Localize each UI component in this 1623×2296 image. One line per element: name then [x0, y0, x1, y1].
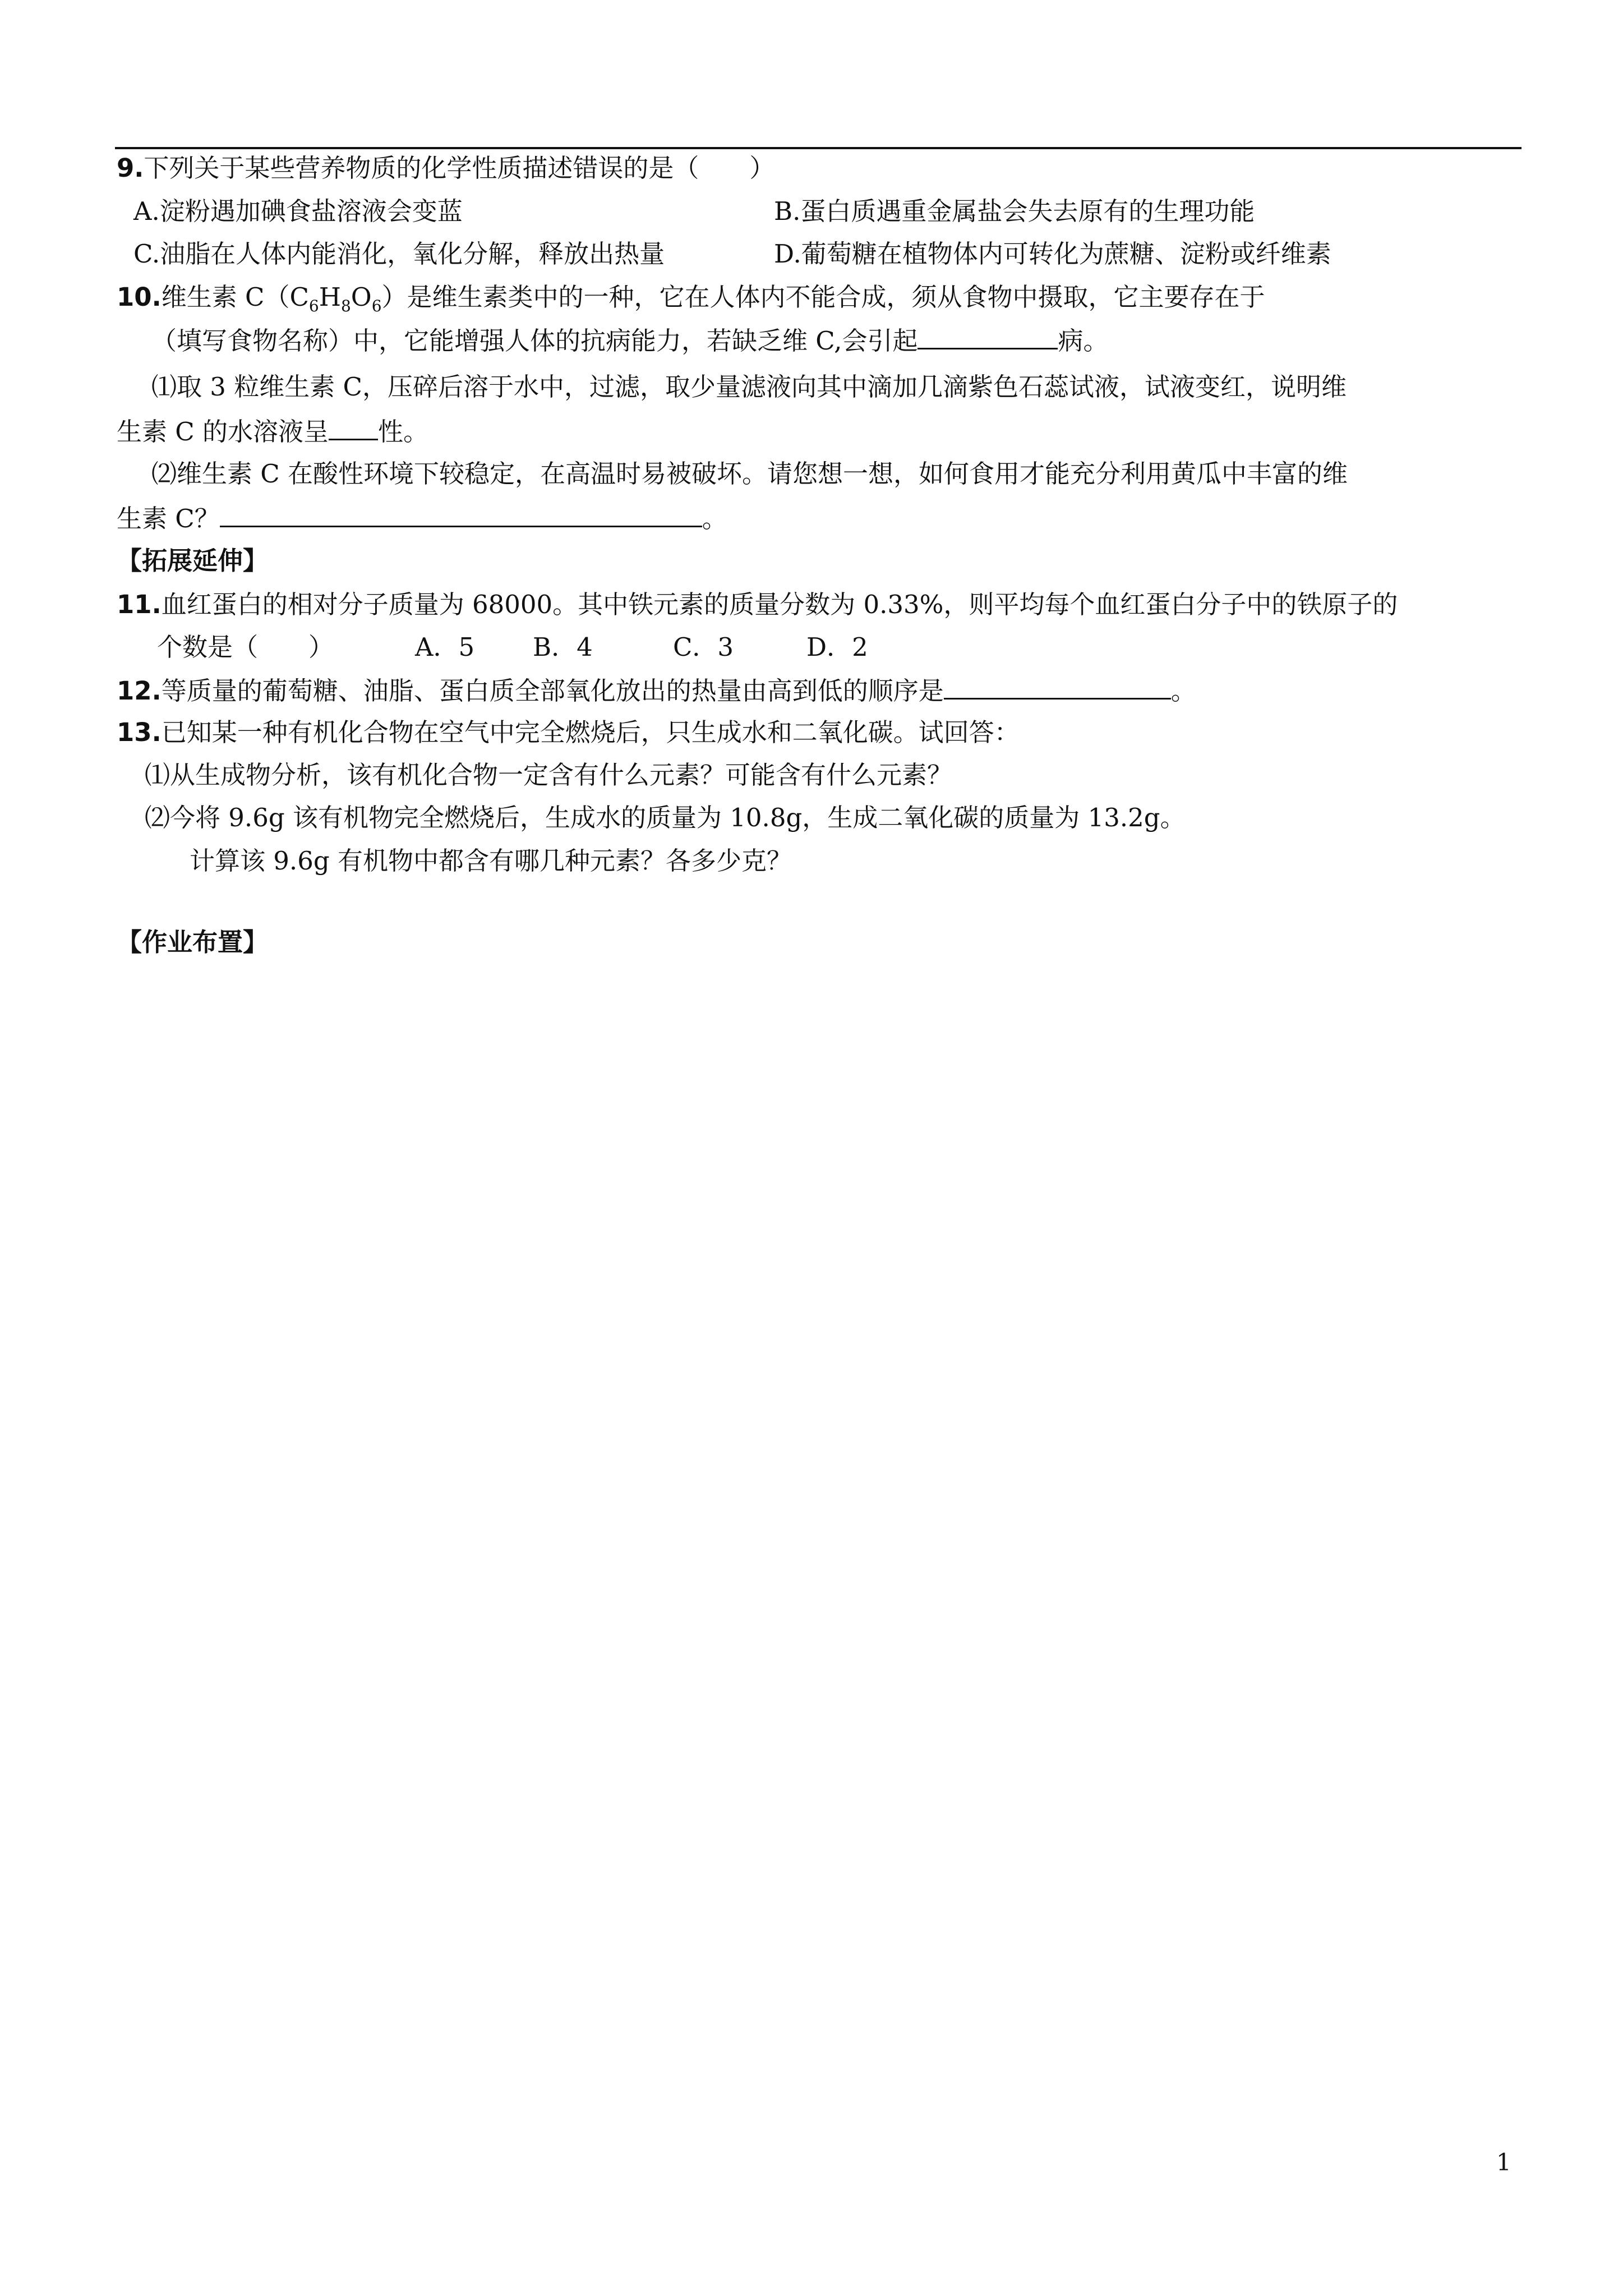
q10-line-2 [151, 323, 1108, 358]
q10-formula-o: O [351, 282, 372, 312]
q10-part2-line2-a: 生素 C？ [117, 504, 220, 533]
q10-formula-sub-o: 6 [371, 297, 382, 315]
q10-number: 10. [117, 282, 162, 312]
section-homework-heading: 【作业布置】 [117, 927, 269, 957]
q10-formula-sub-c: 6 [308, 297, 319, 315]
q10-part1-line2-b: 性。 [378, 417, 429, 447]
q11-option-d: D．2 [806, 632, 868, 662]
q9-option-c: C.油脂在人体内能消化，氧化分解，释放出热量 [133, 239, 665, 269]
q10-part1-line-2 [117, 414, 428, 449]
q13-part-1: ⑴从生成物分析，该有机化合物一定含有什么元素？可能含有什么元素？ [145, 760, 953, 790]
q10-line2-b: 病。 [1058, 326, 1109, 356]
q13-part-2-continued: 计算该 9.6g 有机物中都含有哪几种元素？各多少克？ [190, 846, 792, 876]
q10-line1-b: ）是维生素类中的一种，它在人体内不能合成，须从食物中摄取，它主要存在于 [381, 282, 1265, 312]
q11-option-a: A．5 [415, 632, 475, 662]
q13-stem: 已知某一种有机化合物在空气中完全燃烧后，只生成水和二氧化碳。试回答： [161, 717, 1020, 747]
q11-line-2: 个数是（ ） [157, 632, 334, 662]
page-number: 1 [1496, 2148, 1511, 2176]
q9-option-d: D.葡萄糖在植物体内可转化为蔗糖、淀粉或纤维素 [774, 239, 1331, 269]
q11-line-1 [117, 588, 1398, 622]
q10-acidity-blank[interactable] [329, 414, 378, 440]
q12-text-a: 等质量的葡萄糖、油脂、蛋白质全部氧化放出的热量由高到低的顺序是 [161, 676, 944, 706]
q12-number: 12. [117, 676, 162, 706]
q11-number: 11. [117, 590, 162, 619]
section-extension-heading: 【拓展延伸】 [117, 546, 269, 576]
q10-line-1 [117, 280, 1265, 323]
q12-answer-blank[interactable] [944, 673, 1171, 700]
q9-stem-line [117, 151, 774, 185]
q10-part2-line2-b: 。 [702, 504, 727, 533]
q9-option-b: B.蛋白质遇重金属盐会失去原有的生理功能 [774, 196, 1255, 226]
q10-part1-line-1: ⑴取 3 粒维生素 C，压碎后溶于水中，过滤，取少量滤液向其中滴加几滴紫色石蕊试液，试液变红，说明维 [151, 372, 1347, 402]
q12-line [117, 673, 1196, 708]
q11-line1: 血红蛋白的相对分子质量为 68000。其中铁元素的质量分数为 0.33%，则平均每个血红蛋白分子中的铁原子的 [161, 590, 1398, 619]
q9-option-a: A.淀粉遇加碘食盐溶液会变蓝 [133, 196, 463, 226]
q10-line1-a: 维生素 C（C [161, 282, 309, 312]
q10-formula-sub-h: 8 [340, 297, 351, 315]
q11-option-c: C．3 [673, 632, 734, 662]
q10-answer-blank[interactable] [220, 501, 702, 527]
q10-line2-a: （填写食物名称）中，它能增强人体的抗病能力，若缺乏维 C,会引起 [151, 326, 918, 356]
q10-part2-line-1: ⑵维生素 C 在酸性环境下较稳定，在高温时易被破坏。请您想一想，如何食用才能充分利用黄瓜中丰富的维 [151, 459, 1348, 489]
q11-option-b: B．4 [533, 632, 593, 662]
q13-number: 13. [117, 717, 162, 747]
q10-disease-blank[interactable] [917, 323, 1058, 349]
q13-stem-line [117, 716, 1020, 749]
header-rule [115, 147, 1521, 149]
q10-part2-line-2 [117, 501, 727, 536]
q9-stem: 下列关于某些营养物质的化学性质描述错误的是（ ） [144, 153, 775, 183]
q13-part-2: ⑵今将 9.6g 该有机物完全燃烧后，生成水的质量为 10.8g，生成二氧化碳的质量为 13.2g。 [145, 803, 1186, 832]
q9-number: 9. [117, 153, 144, 183]
q10-part1-line2-a: 生素 C 的水溶液呈 [117, 417, 329, 447]
q12-text-b: 。 [1170, 676, 1196, 706]
q10-formula-h: H [319, 282, 341, 312]
